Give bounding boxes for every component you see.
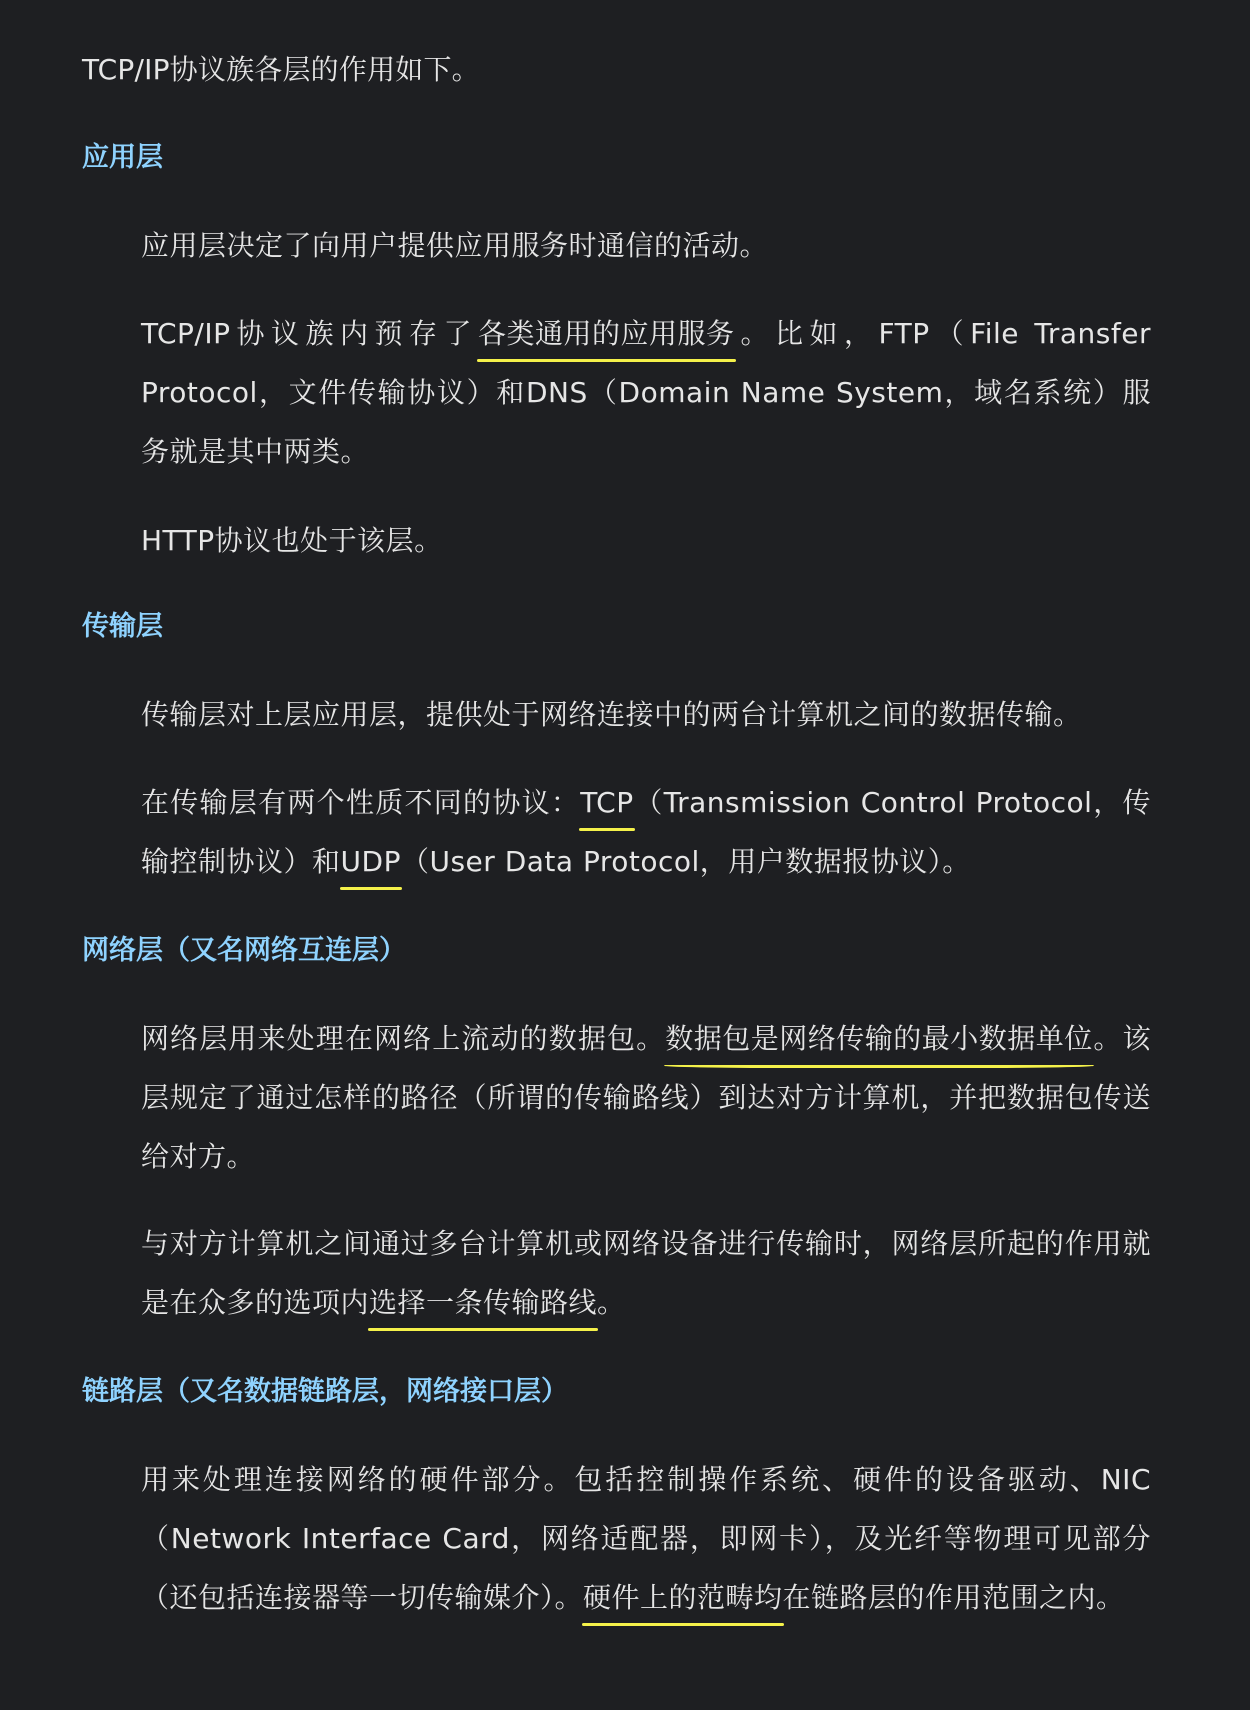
text-segment: TCP/IP协议族内预存了 — [141, 317, 478, 350]
heading-transport-layer: 传输层 — [82, 611, 163, 642]
text-segment: 。该层规定了通过怎样的路径（所谓的传输路线）到达对方计算机，并把数据包传送给对方。 — [141, 1022, 1151, 1173]
highlighted-text: 硬件上的范畴均 — [583, 1568, 783, 1627]
highlighted-text: 数据包是网络传输的最小数据单位 — [665, 1009, 1093, 1068]
heading-link-layer: 链路层（又名数据链路层，网络接口层） — [82, 1376, 568, 1407]
highlighted-text: 各类通用的应用服务 — [478, 304, 735, 363]
network-paragraph-2 — [141, 1214, 1151, 1332]
highlighted-tcp: TCP — [580, 773, 633, 832]
text-segment: 。比如，FTP（File Transfer Protocol，文件传输协议）和DNS（Domain Name System，域名系统）服务就是其中两类。 — [141, 317, 1151, 468]
text-segment: （Transmission Control Protocol，传输控制协议）和 — [141, 786, 1151, 878]
application-paragraph-2 — [141, 304, 1151, 481]
text-segment: 与对方计算机之间通过多台计算机或网络设备进行传输时，网络层所起的作用就是在众多的选项内 — [141, 1227, 1151, 1319]
transport-paragraph-2 — [141, 773, 1151, 891]
link-paragraph-1 — [141, 1450, 1151, 1627]
network-paragraph-1 — [141, 1009, 1151, 1186]
transport-paragraph-1: 传输层对上层应用层，提供处于网络连接中的两台计算机之间的数据传输。 — [141, 698, 1082, 731]
text-segment: 网络层用来处理在网络上流动的数据包。 — [141, 1022, 666, 1055]
text-segment: （User Data Protocol，用户数据报协议）。 — [400, 845, 971, 878]
highlighted-text: 选择一条传输路线 — [369, 1273, 597, 1332]
heading-network-layer: 网络层（又名网络互连层） — [82, 935, 406, 966]
text-segment: 。 — [597, 1286, 626, 1319]
text-segment: 用来处理连接网络的硬件部分。包括控制操作系统、硬件的设备驱动、NIC（Network Interface Card，网络适配器，即网卡），及光纤等物理可见部分（还包括连接器等一切传输媒介）。 — [141, 1463, 1151, 1614]
application-paragraph-3: HTTP协议也处于该层。 — [141, 524, 443, 557]
text-segment: 在传输层有两个性质不同的协议： — [141, 786, 581, 819]
text-segment: 在链路层的作用范围之内。 — [782, 1581, 1125, 1614]
highlighted-udp: UDP — [341, 832, 401, 891]
intro-text: TCP/IP协议族各层的作用如下。 — [82, 53, 480, 86]
application-paragraph-1: 应用层决定了向用户提供应用服务时通信的活动。 — [141, 229, 769, 262]
heading-application-layer: 应用层 — [82, 142, 163, 173]
